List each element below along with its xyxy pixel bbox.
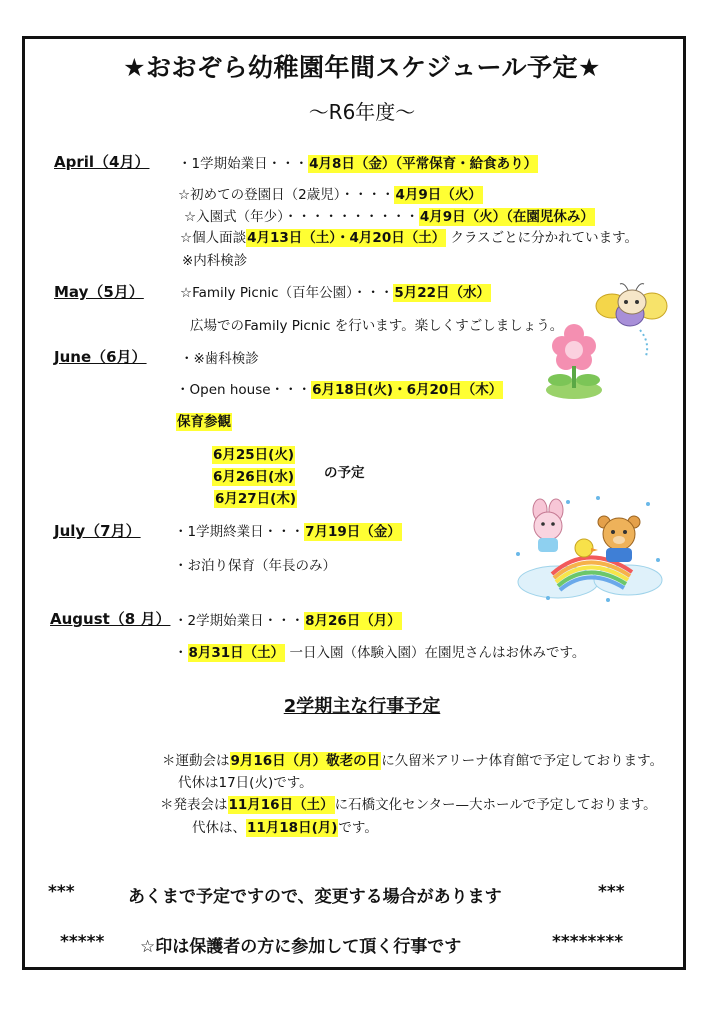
may-line-2: 広場でのFamily Picnic を行います。楽しくすごしましょう。 xyxy=(190,318,564,334)
pink-bunny-icon xyxy=(533,499,563,552)
july-line-1: ・1学期終業日・・・7月19日（金） xyxy=(174,524,401,540)
june-date-2: 6月26日(水) xyxy=(213,469,295,485)
june-date-3: 6月27日(木) xyxy=(215,491,297,507)
note-1-stars-right: *** xyxy=(598,882,625,902)
august-line-2: ・8月31日（土） 一日入園（体験入園）在園児さんはお休みです。 xyxy=(174,645,586,661)
page-title: ★おおぞら幼稚園年間スケジュール予定★ xyxy=(123,53,601,82)
month-august: August（8 月） xyxy=(50,610,171,628)
term2-event-1: ＊運動会は9月16日（月）敬老の日に久留米アリーナ体育館で予定しております。 xyxy=(162,753,664,769)
note-1-text: あくまで予定ですので、変更する場合があります xyxy=(128,887,502,907)
august-line-1: ・2学期始業日・・・8月26日（月） xyxy=(174,613,401,629)
month-april: April（4月） xyxy=(54,153,150,171)
term2-event-2-sub: 代休は、11月18日(月)です。 xyxy=(192,820,378,836)
note-2-stars-left: ***** xyxy=(60,932,105,952)
june-suffix: の予定 xyxy=(324,465,365,481)
note-2-stars-right: ******** xyxy=(552,932,624,952)
month-june: June（6月） xyxy=(54,348,147,366)
brown-bear-icon xyxy=(598,516,640,562)
june-date-1: 6月25日(火) xyxy=(213,447,295,463)
page-subtitle: ～R6年度～ xyxy=(308,100,416,124)
bears-rainbow-illustration xyxy=(508,490,668,605)
may-line-1: ☆Family Picnic（百年公園）・・・5月22日（水） xyxy=(180,285,491,301)
bee-icon xyxy=(596,284,667,356)
april-line-2: ☆初めての登園日（2歳児）・・・・4月9日（火） xyxy=(178,187,482,203)
note-1-stars-left: *** xyxy=(48,882,75,902)
april-line-1: ・1学期始業日・・・4月8日（金）（平常保育・給食あり） xyxy=(178,156,538,172)
april-line-3: ☆入園式（年少）・・・・・・・・・・4月9日（火）（在園児休み） xyxy=(184,209,594,225)
april-line-4: ☆個人面談4月13日（土）・4月20日（土） クラスごとに分かれています。 xyxy=(180,230,639,246)
april-line-5: ※内科検診 xyxy=(182,253,248,269)
bee-flower-illustration xyxy=(540,280,670,400)
note-2-text: ☆印は保護者の方に参加して頂く行事です xyxy=(140,937,462,957)
june-line-2: ・Open house・・・6月18日(火)・6月20日（木） xyxy=(176,382,503,398)
june-line-3: 保育参観 xyxy=(177,414,231,430)
month-july: July（7月） xyxy=(54,522,141,540)
term2-heading: 2学期主な行事予定 xyxy=(283,696,441,717)
month-may: May（5月） xyxy=(54,283,144,301)
duck-icon xyxy=(575,539,598,557)
flower-icon xyxy=(546,324,602,399)
term2-event-2: ＊発表会は11月16日（土）に石橋文化センター—大ホールで予定しております。 xyxy=(160,797,657,813)
term2-event-1-sub: 代休は17日(火)です。 xyxy=(178,775,313,791)
june-line-1: ・※歯科検診 xyxy=(180,351,259,367)
july-line-2: ・お泊り保育（年長のみ） xyxy=(174,558,336,574)
